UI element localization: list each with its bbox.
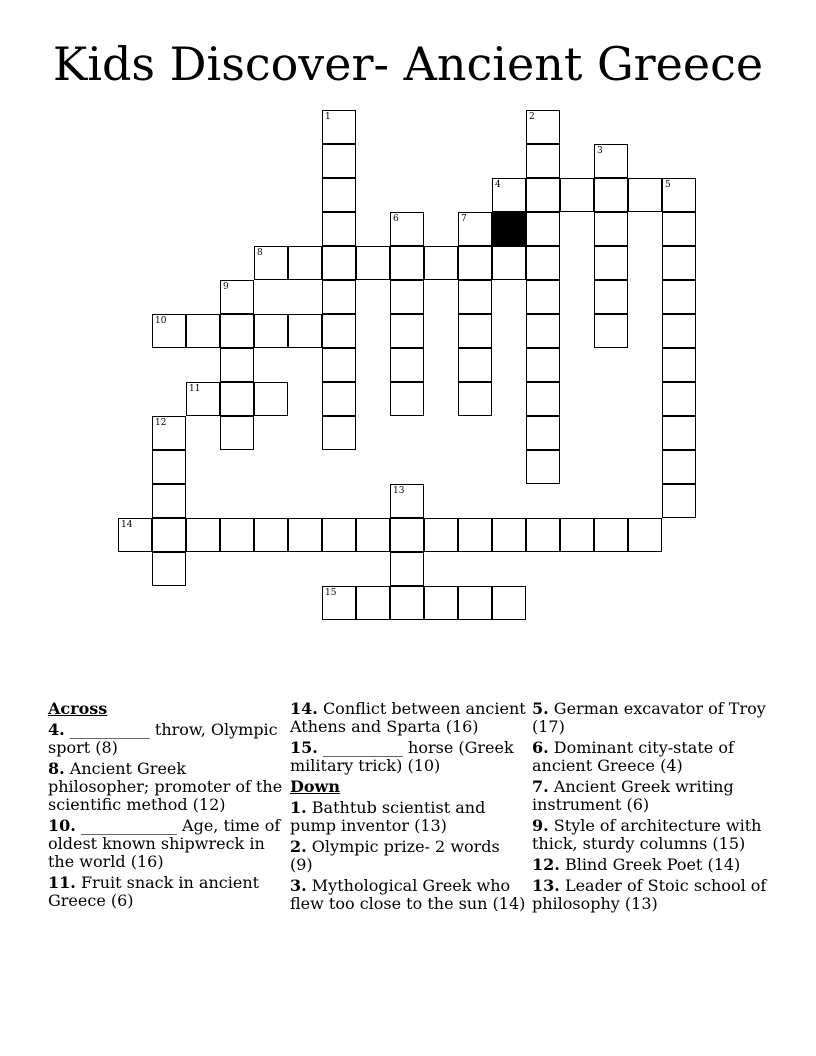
clue-number: 9. [532,816,549,835]
grid-cell[interactable] [322,416,356,450]
grid-cell[interactable] [594,144,628,178]
clue-number: 13. [532,876,560,895]
grid-cell[interactable] [390,518,424,552]
clue-down-7 [532,778,768,814]
clue-text: Ancient Greek writing instrument (6) [532,777,734,814]
grid-cell[interactable] [662,450,696,484]
clue-column-1 [48,700,284,913]
clue-number-label: 2 [529,112,535,122]
clue-number-label: 4 [495,180,501,190]
grid-cell[interactable] [594,518,628,552]
across-header: Across [48,699,108,718]
grid-cell[interactable] [662,212,696,246]
grid-cell[interactable] [220,382,254,416]
clue-down-3 [290,877,526,913]
clue-down-6 [532,739,768,775]
clue-down-2 [290,838,526,874]
grid-cell[interactable] [628,178,662,212]
grid-cell[interactable] [424,246,458,280]
grid-cell[interactable] [526,348,560,382]
clue-number: 6. [532,738,549,757]
clue-column-2 [290,700,526,916]
page-title: Kids Discover- Ancient Greece [52,37,764,91]
clue-number: 12. [532,855,560,874]
clue-text: German excavator of Troy (17) [532,699,766,736]
clue-across-4 [48,721,284,757]
grid-cell[interactable] [390,212,424,246]
clue-number-label: 13 [393,486,405,496]
clue-number: 15. [290,738,318,757]
clue-number: 8. [48,759,65,778]
clue-text: __________ throw, Olympic sport (8) [48,720,278,757]
grid-cell[interactable] [322,144,356,178]
grid-cell[interactable] [458,280,492,314]
grid-cell[interactable] [526,110,560,144]
clue-number-label: 8 [257,248,263,258]
grid-cell[interactable] [526,450,560,484]
grid-cell[interactable] [390,280,424,314]
grid-cell[interactable] [560,178,594,212]
clue-number: 14. [290,699,318,718]
grid-cell[interactable] [322,348,356,382]
grid-cell[interactable] [322,518,356,552]
clue-text: Conflict between ancient Athens and Sparta (16) [290,699,526,736]
clue-text: Blind Greek Poet (14) [564,855,741,874]
grid-cell[interactable] [152,552,186,586]
clue-number: 10. [48,816,76,835]
grid-cell[interactable] [152,484,186,518]
grid-cell[interactable] [152,450,186,484]
grid-cell[interactable] [424,518,458,552]
grid-cell[interactable] [186,382,220,416]
grid-cell[interactable] [220,348,254,382]
black-square [492,212,526,246]
grid-cell[interactable] [322,382,356,416]
grid-cell[interactable] [662,382,696,416]
clue-number: 3. [290,876,307,895]
grid-cell[interactable] [662,178,696,212]
clue-number: 5. [532,699,549,718]
grid-cell[interactable] [526,144,560,178]
grid-cell[interactable] [118,518,152,552]
grid-cell[interactable] [152,518,186,552]
clue-number: 2. [290,837,307,856]
grid-cell[interactable] [390,552,424,586]
clue-number-label: 7 [461,214,467,224]
grid-cell[interactable] [152,314,186,348]
clue-across-8 [48,760,284,814]
grid-cell[interactable] [390,586,424,620]
clue-across-11 [48,874,284,910]
clue-down-5 [532,700,768,736]
grid-cell[interactable] [526,518,560,552]
grid-cell[interactable] [322,212,356,246]
grid-cell[interactable] [288,246,322,280]
grid-cell[interactable] [356,586,390,620]
grid-cell[interactable] [458,382,492,416]
grid-cell[interactable] [356,246,390,280]
clue-text: Fruit snack in ancient Greece (6) [48,873,260,910]
clue-text: Style of architecture with thick, sturdy columns (15) [532,816,762,853]
grid-cell[interactable] [186,314,220,348]
clue-text: Olympic prize- 2 words (9) [290,837,500,874]
grid-cell[interactable] [254,382,288,416]
grid-cell[interactable] [662,348,696,382]
grid-cell[interactable] [390,314,424,348]
grid-cell[interactable] [322,586,356,620]
clue-text: ____________ Age, time of oldest known shipwreck in the world (16) [48,816,281,871]
grid-cell[interactable] [356,518,390,552]
grid-cell[interactable] [662,246,696,280]
clue-number-label: 10 [155,316,167,326]
grid-cell[interactable] [594,212,628,246]
grid-cell[interactable] [662,484,696,518]
clue-text: __________ horse (Greek military trick) (10) [290,738,514,775]
grid-cell[interactable] [526,178,560,212]
grid-cell[interactable] [594,246,628,280]
clue-text: Mythological Greek who flew too close to the sun (14) [290,876,526,913]
clue-number-label: 5 [665,180,671,190]
clue-number-label: 15 [325,588,337,598]
grid-cell[interactable] [594,178,628,212]
grid-cell[interactable] [594,280,628,314]
grid-cell[interactable] [628,518,662,552]
grid-cell[interactable] [390,348,424,382]
clue-number-label: 6 [393,214,399,224]
clue-text: Bathtub scientist and pump inventor (13) [290,798,486,835]
grid-cell[interactable] [458,518,492,552]
grid-cell[interactable] [526,416,560,450]
clue-down-13 [532,877,768,913]
grid-cell[interactable] [322,110,356,144]
grid-cell[interactable] [220,280,254,314]
grid-cell[interactable] [662,314,696,348]
grid-cell[interactable] [254,314,288,348]
grid-cell[interactable] [594,314,628,348]
grid-cell[interactable] [526,382,560,416]
grid-cell[interactable] [492,246,526,280]
grid-cell[interactable] [390,246,424,280]
clue-number: 1. [290,798,307,817]
grid-cell[interactable] [458,212,492,246]
clue-number-label: 12 [155,418,167,428]
grid-cell[interactable] [492,518,526,552]
grid-cell[interactable] [526,314,560,348]
clue-down-1 [290,799,526,835]
grid-cell[interactable] [526,280,560,314]
clue-across-10 [48,817,284,871]
clue-across-15 [290,739,526,775]
clue-down-12 [532,856,768,874]
clue-number: 7. [532,777,549,796]
grid-cell[interactable] [390,484,424,518]
grid-cell[interactable] [492,178,526,212]
clue-number-label: 11 [189,384,201,394]
grid-cell[interactable] [220,416,254,450]
clue-text: Dominant city-state of ancient Greece (4) [532,738,734,775]
grid-cell[interactable] [458,586,492,620]
grid-cell[interactable] [220,314,254,348]
grid-cell[interactable] [322,246,356,280]
grid-cell[interactable] [526,246,560,280]
grid-cell[interactable] [186,518,220,552]
grid-cell[interactable] [526,212,560,246]
grid-cell[interactable] [288,314,322,348]
grid-cell[interactable] [322,280,356,314]
grid-cell[interactable] [288,518,322,552]
grid-cell[interactable] [254,518,288,552]
clue-down-9 [532,817,768,853]
clue-number-label: 9 [223,282,229,292]
grid-cell[interactable] [254,246,288,280]
clue-across-14 [290,700,526,736]
grid-cell[interactable] [322,178,356,212]
grid-cell[interactable] [662,280,696,314]
clue-text: Ancient Greek philosopher; promoter of the scientific method (12) [48,759,283,814]
grid-cell[interactable] [662,416,696,450]
grid-cell[interactable] [458,314,492,348]
grid-cell[interactable] [492,586,526,620]
clue-number-label: 14 [121,520,133,530]
clue-number-label: 1 [325,112,331,122]
grid-cell[interactable] [424,586,458,620]
grid-cell[interactable] [152,416,186,450]
clue-number: 11. [48,873,76,892]
clue-number: 4. [48,720,65,739]
grid-cell[interactable] [560,518,594,552]
grid-cell[interactable] [390,382,424,416]
down-header: Down [290,777,340,796]
grid-cell[interactable] [458,246,492,280]
clue-number-label: 3 [597,146,603,156]
clue-text: Leader of Stoic school of philosophy (13) [532,876,767,913]
grid-cell[interactable] [458,348,492,382]
grid-cell[interactable] [220,518,254,552]
grid-cell[interactable] [322,314,356,348]
clue-column-3 [532,700,768,916]
